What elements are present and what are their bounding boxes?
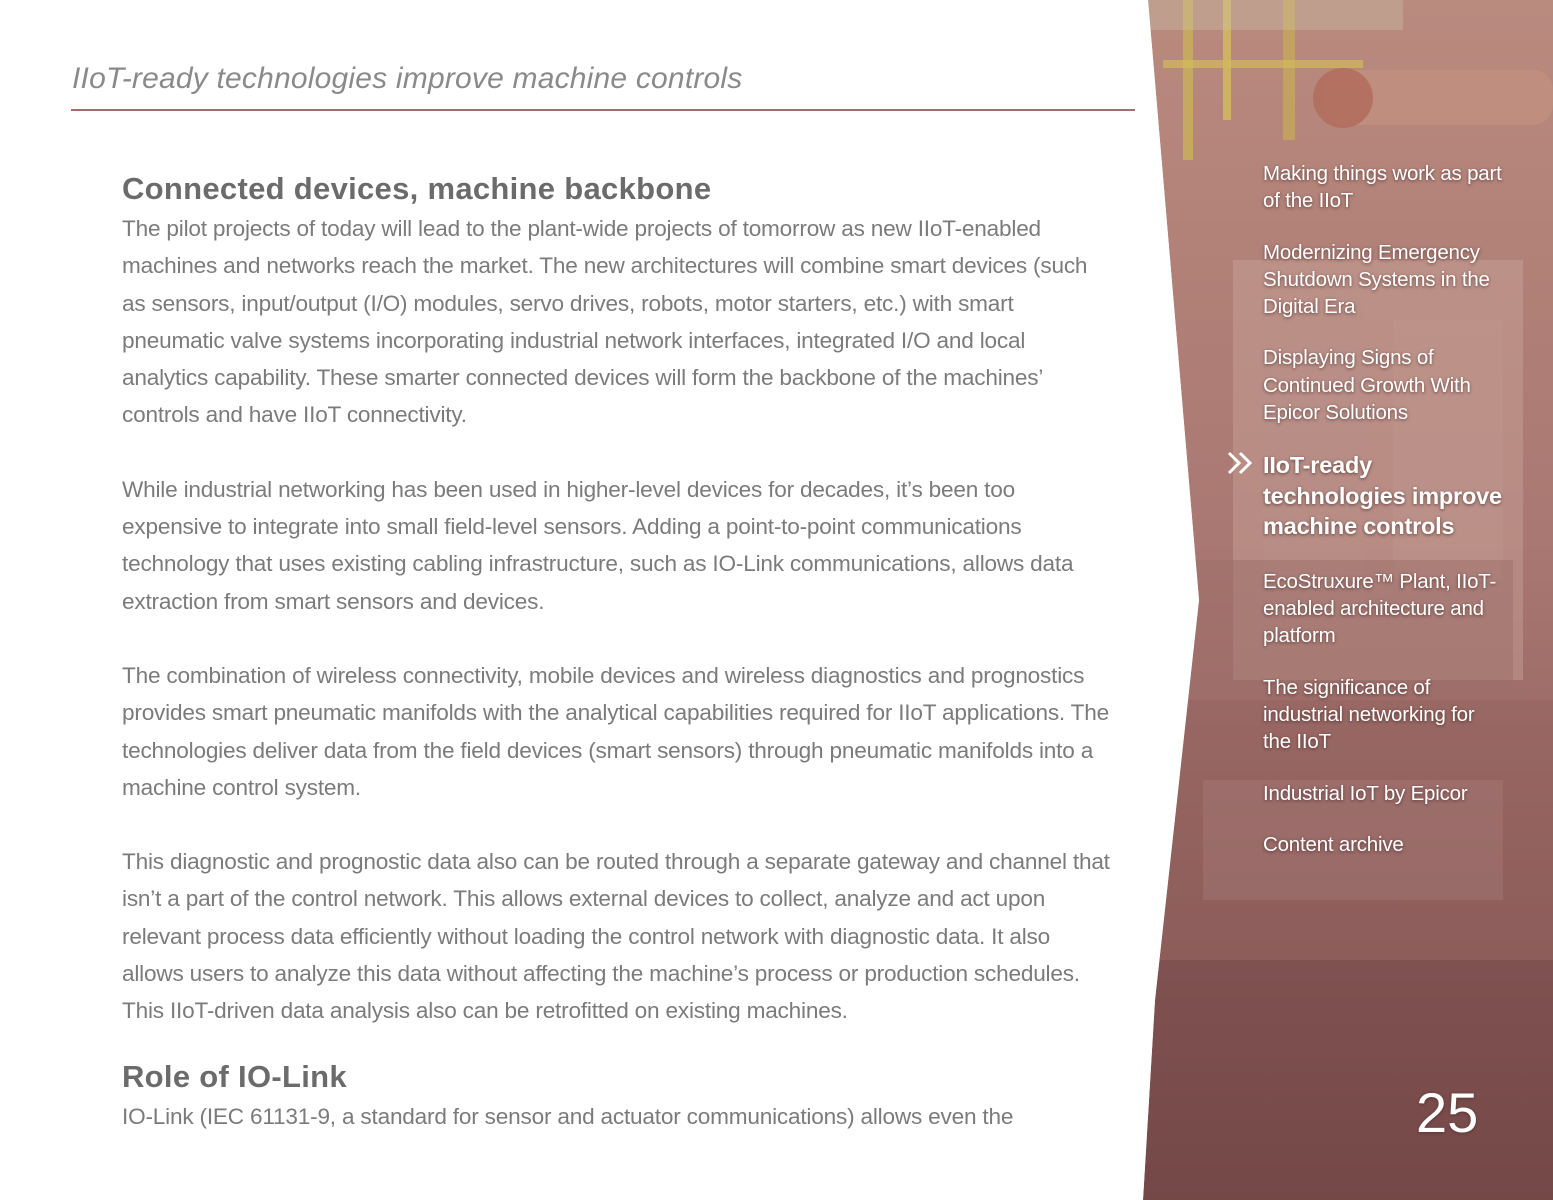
paragraph: The combination of wireless connectivity, mobile devices and wireless diagnostics and prognostics provides smart pneumatic manifolds with the analytical capabilities required for IIoT applications. The technologies deliver data from the field devices (smart sensors) through pneumatic manifolds into a machine control system.	[122, 662, 1110, 800]
section-heading-connected-devices: Connected devices, machine backbone	[122, 171, 712, 206]
nav-item-emergency-shutdown[interactable]: Modernizing Emergency Shutdown Systems in the Digital Era	[1263, 240, 1490, 319]
nav-item-content-archive[interactable]: Content archive	[1263, 832, 1404, 856]
paragraph: IO-Link (IEC 61131-9, a standard for sensor and actuator communications) allows even the	[122, 1103, 1014, 1129]
nav-item-epicor-growth[interactable]: Displaying Signs of Continued Growth With Epicor Solutions	[1263, 346, 1471, 425]
nav-item-iiot-ready-active[interactable]	[1263, 450, 1503, 542]
double-chevron-right-icon	[1226, 450, 1256, 484]
nav-item-making-things-work[interactable]: Making things work as part of the IIoT	[1263, 162, 1502, 213]
page-title: IIoT-ready technologies improve machine controls	[72, 62, 743, 95]
nav-item-industrial-networking[interactable]: The significance of industrial networking for the IIoT	[1263, 675, 1475, 754]
nav-item-label: IIoT-ready technologies improve machine controls	[1263, 452, 1502, 540]
page-number: 25	[1416, 1081, 1479, 1144]
section-heading-io-link: Role of IO-Link	[122, 1058, 347, 1094]
paragraph: While industrial networking has been used in higher-level devices for decades, it’s been too expensive to integrate into small field-level sensors. Adding a point-to-point communications technology that uses existing cabling infrastructure, such as IO-Link communications, allows data extraction from smart sensors and devices.	[122, 476, 1074, 614]
article-body	[122, 168, 1112, 1172]
paragraph: This diagnostic and prognostic data also can be routed through a separate gateway and channel that isn’t a part of the control network. This allows external devices to collect, analyze and act upon relevant process data efficiently without loading the control network with diagnostic data. It also allows users to analyze this data without affecting the machine’s process or production schedules. This IIoT-driven data analysis also can be retrofitted on existing machines.	[122, 849, 1110, 1024]
nav-item-ecostruxure[interactable]: EcoStruxure™ Plant, IIoT-enabled architecture and platform	[1263, 569, 1497, 648]
title-divider	[71, 109, 1135, 111]
sidebar-navigation	[1263, 160, 1503, 882]
nav-item-industrial-iot-epicor[interactable]: Industrial IoT by Epicor	[1263, 781, 1468, 805]
paragraph: The pilot projects of today will lead to the plant-wide projects of tomorrow as new IIoT-enabled machines and networks reach the market. The new architectures will combine smart devices (such as sensors, input/output (I/O) modules, servo drives, robots, motor starters, etc.) with smart pneumatic valve systems incorporating industrial network interfaces, integrated I/O and local analytics capability. These smarter connected devices will form the backbone of the machines’ controls and have IIoT connectivity.	[122, 216, 1088, 428]
